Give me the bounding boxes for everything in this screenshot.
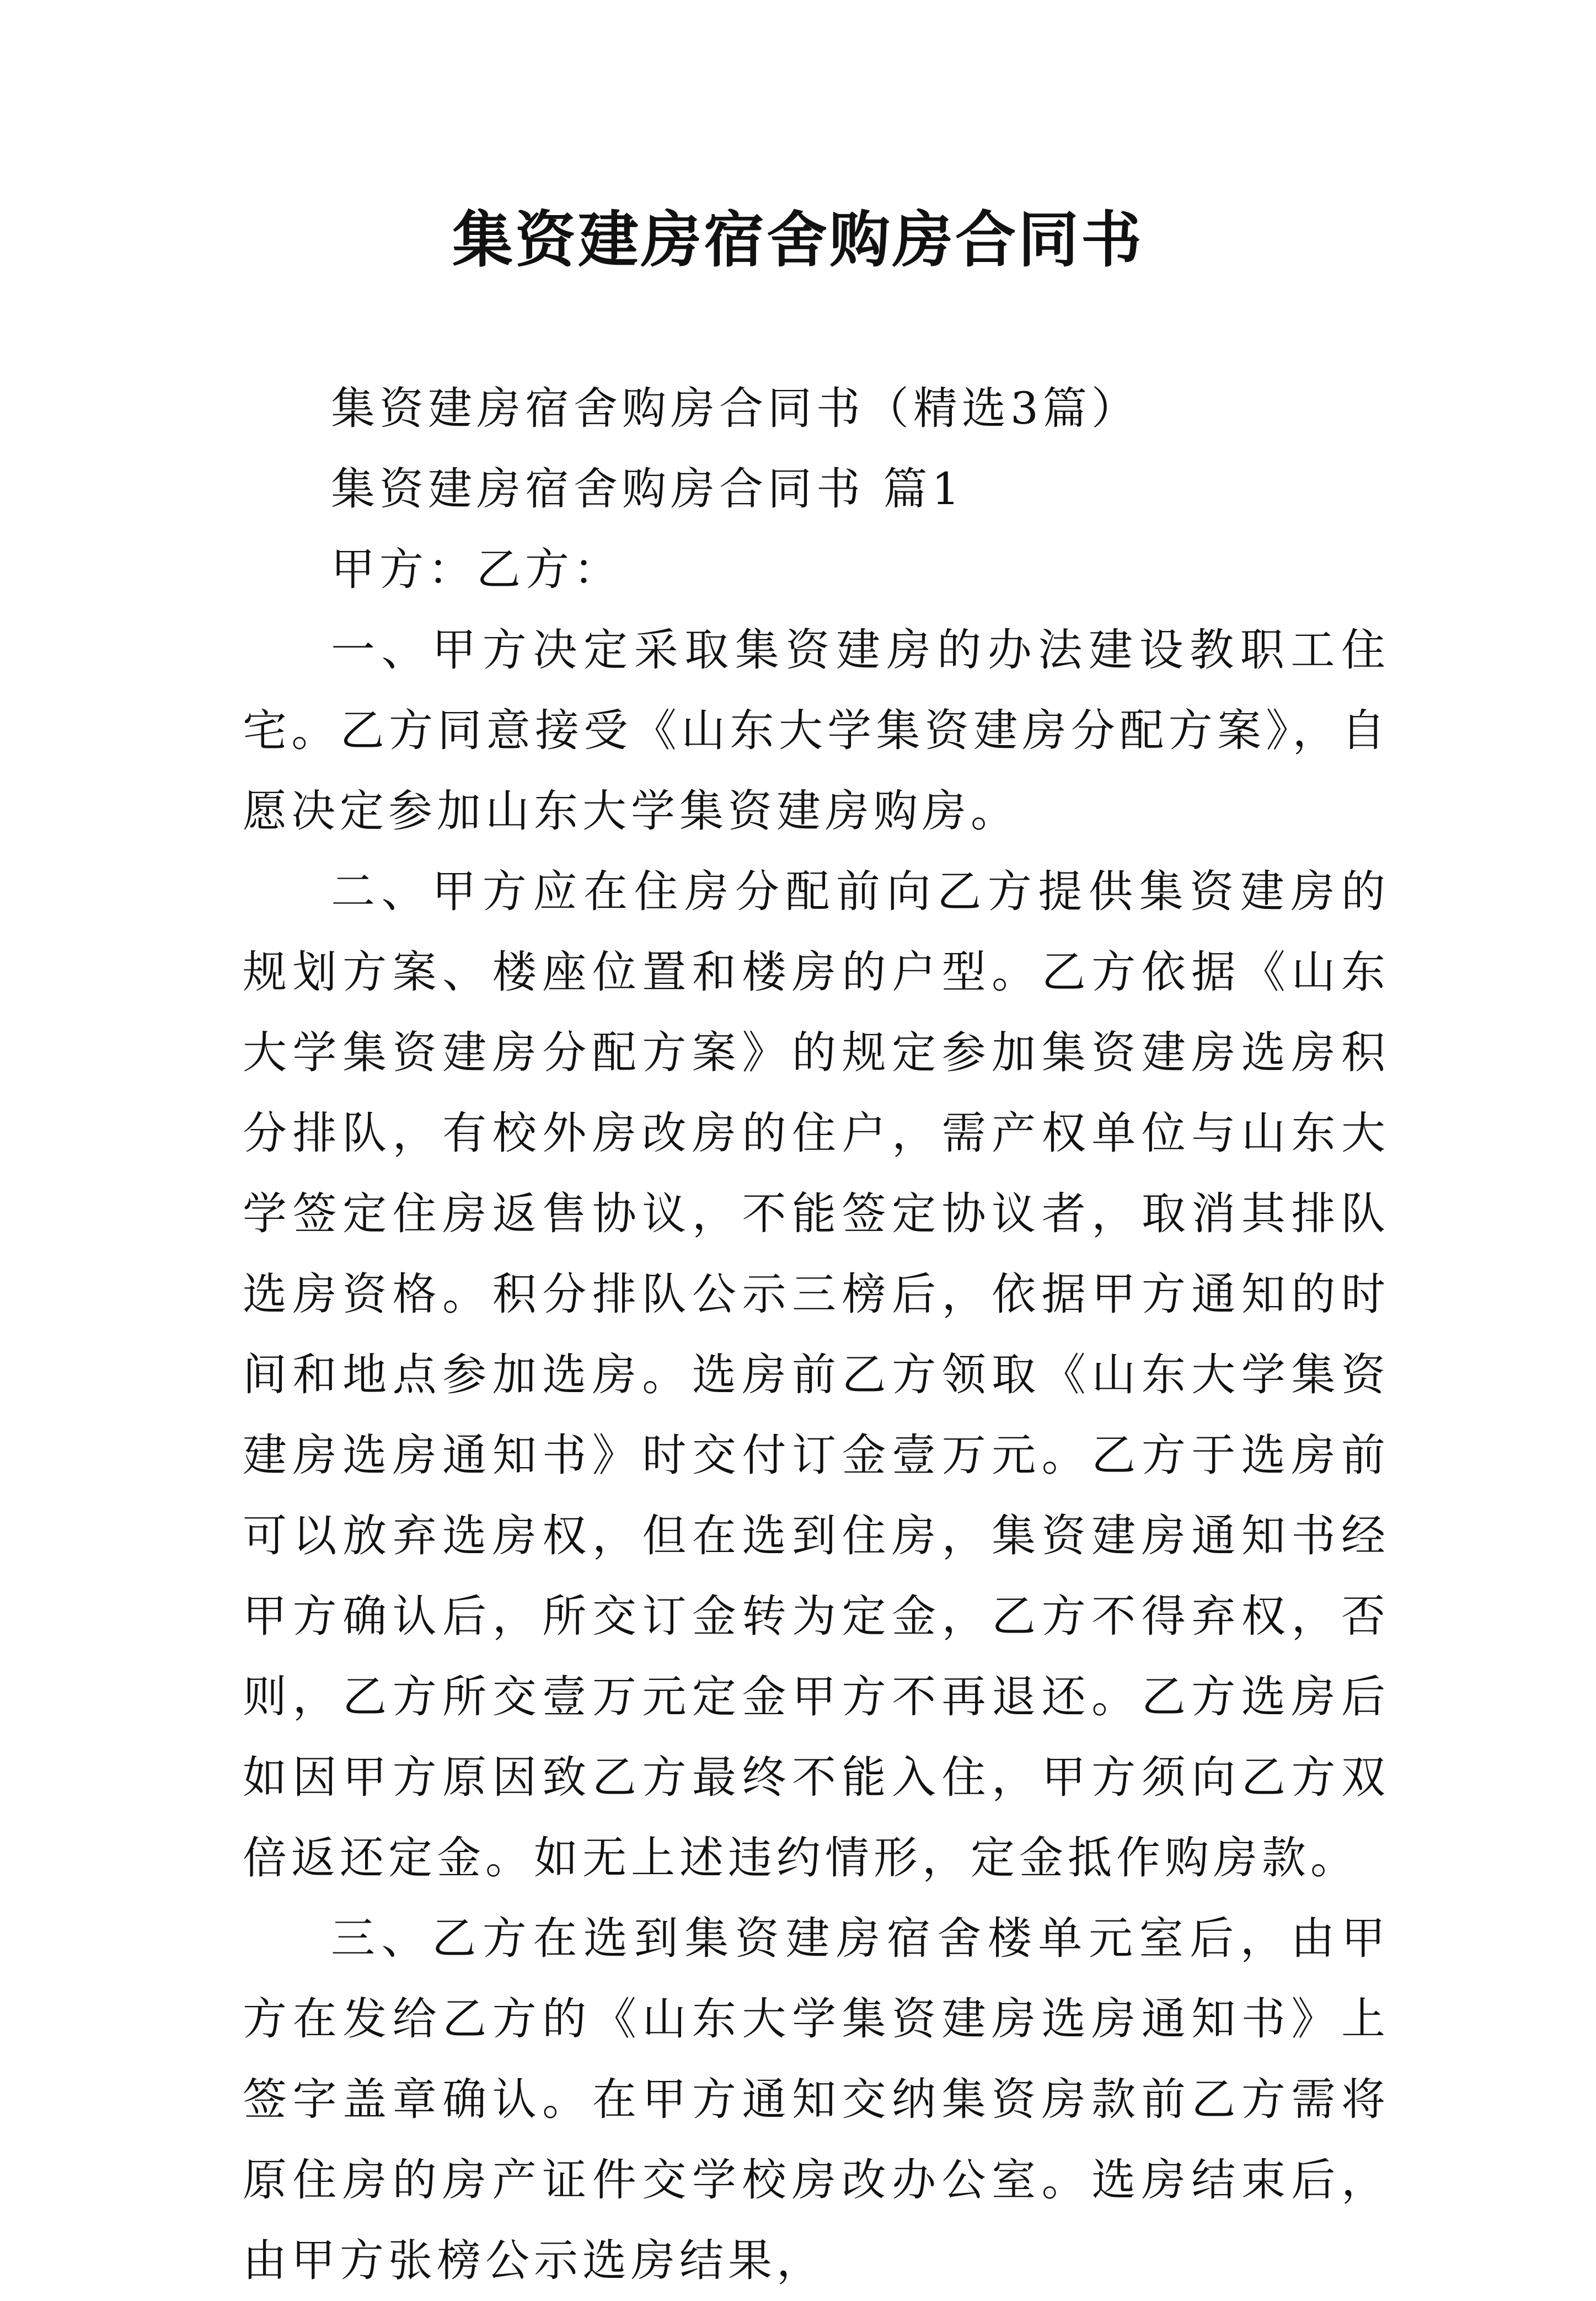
paragraph-subtitle: 集资建房宿舍购房合同书（精选3篇）: [331, 383, 1140, 434]
paragraph-clause-3: 三、乙方在选到集资建房宿舍楼单元室后，由甲方在发给乙方的《山东大学集资建房选房通知书》上签字盖章确认。在甲方通知交纳集资房款前乙方需将原住房的房产证件交学校房改办公室。选房结束后，由甲方张榜公示选房结果，: [243, 1913, 1390, 2286]
paragraph-clause-2: 二、甲方应在住房分配前向乙方提供集资建房的规划方案、楼座位置和楼房的户型。乙方依据《山东大学集资建房分配方案》的规定参加集资建房选房积分排队，有校外房改房的住户，需产权单位与山东大学签定住房返售协议，不能签定协议者，取消其排队选房资格。积分排队公示三榜后，依据甲方通知的时间和地点参加选房。选房前乙方领取《山东大学集资建房选房通知书》时交付订金壹万元。乙方于选房前可以放弃选房权，但在选到住房，集资建房通知书经甲方确认后，所交订金转为定金，乙方不得弃权，否则，乙方所交壹万元定金甲方不再退还。乙方选房后如因甲方原因致乙方最终不能入住，甲方须向乙方双倍返还定金。如无上述违约情形，定金抵作购房款。: [243, 866, 1390, 1883]
paragraph-section-heading: 集资建房宿舍购房合同书 篇1: [331, 463, 965, 515]
paragraph-parties: 甲方：乙方：: [331, 544, 622, 595]
document-body: [243, 368, 1390, 2301]
paragraph-clause-1: 一、甲方决定采取集资建房的办法建设教职工住宅。乙方同意接受《山东大学集资建房分配方案》，自愿决定参加山东大学集资建房购房。: [243, 624, 1390, 837]
document-title: 集资建房宿舍购房合同书: [452, 205, 1144, 275]
